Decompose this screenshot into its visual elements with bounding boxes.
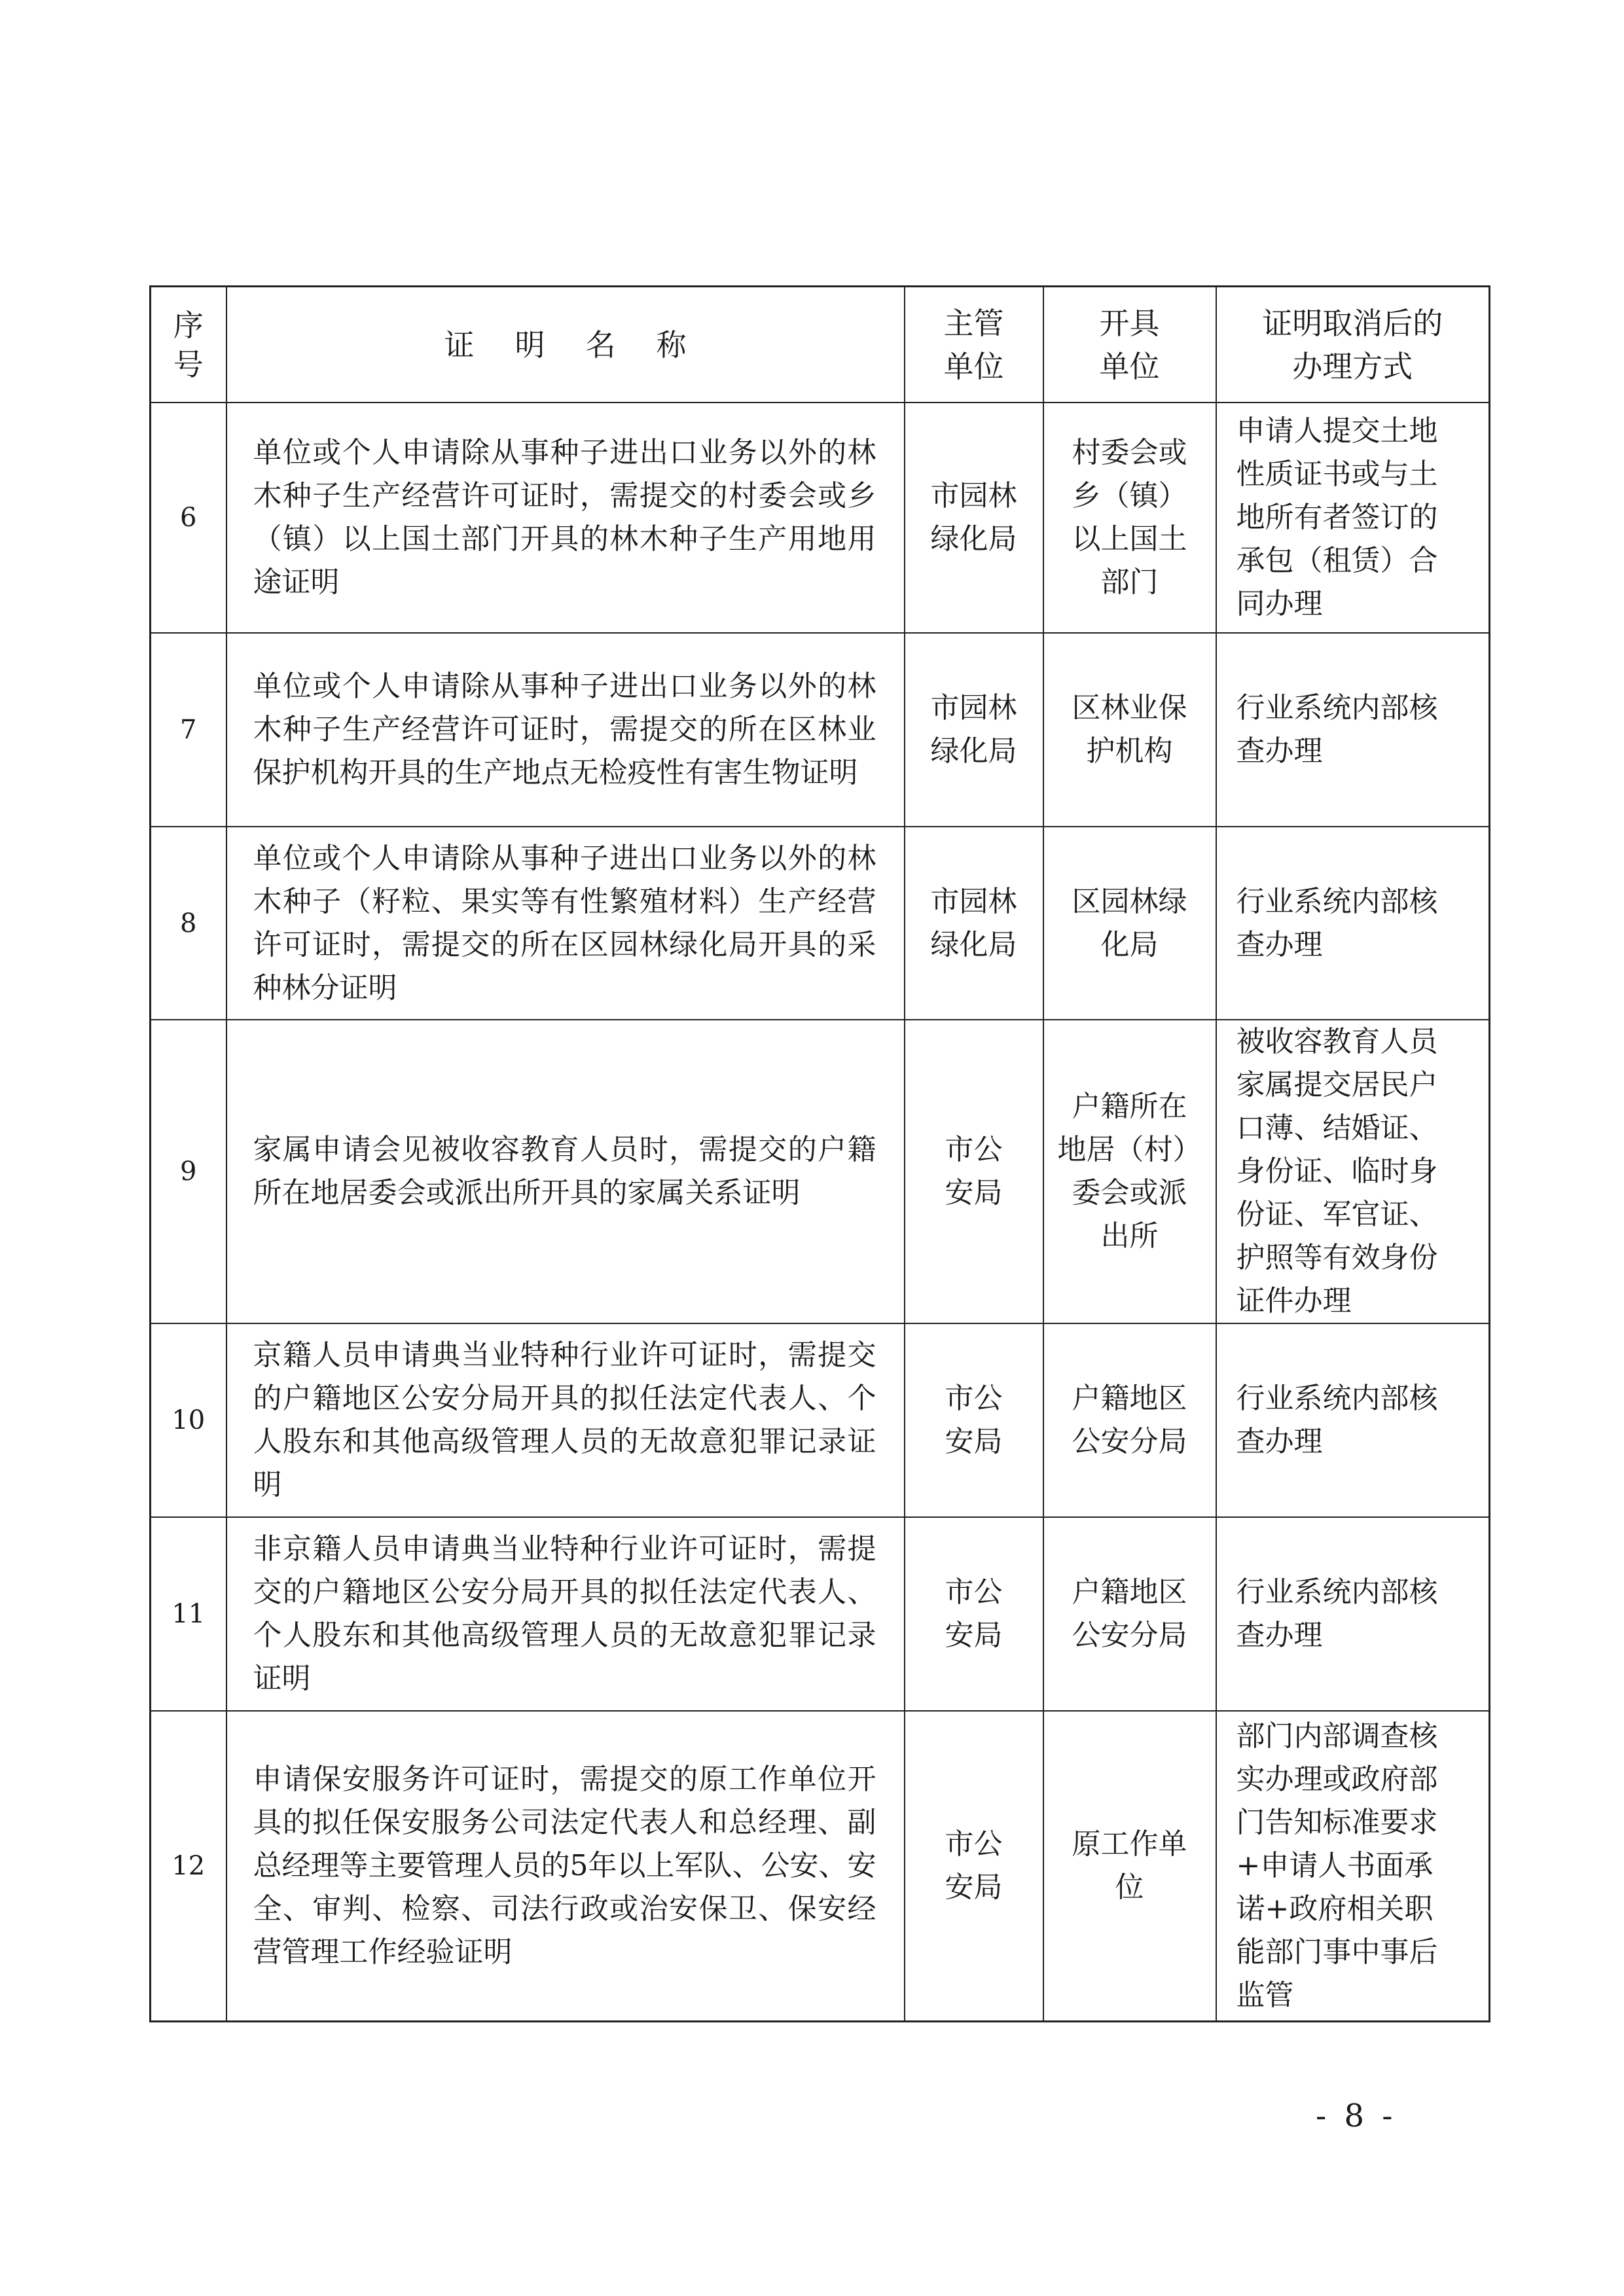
header-authority: 主管 单位 — [905, 287, 1043, 403]
row-seq: 11 — [151, 1517, 226, 1711]
row-seq: 6 — [151, 403, 226, 633]
row-seq: 12 — [151, 1711, 226, 2021]
header-seq: 序 号 — [151, 287, 226, 403]
row-name: 单位或个人申请除从事种子进出口业务以外的林木种子（籽粒、果实等有性繁殖材料）生产经营许可证时，需提交的所在区园林绿化局开具的采种林分证明 — [226, 827, 905, 1020]
row-issuer: 区林业保 护机构 — [1043, 633, 1216, 827]
row-seq: 8 — [151, 827, 226, 1020]
table-row — [151, 1323, 1490, 1517]
row-method: 行业系统内部核 查办理 — [1216, 633, 1490, 827]
row-issuer: 户籍地区 公安分局 — [1043, 1517, 1216, 1711]
table-row — [151, 403, 1490, 633]
page-number: - 8 - — [1316, 2098, 1397, 2134]
row-name: 申请保安服务许可证时，需提交的原工作单位开具的拟任保安服务公司法定代表人和总经理、副总经理等主要管理人员的5年以上军队、公安、安全、审判、检察、司法行政或治安保卫、保安经营管理工作经验证明 — [226, 1711, 905, 2021]
row-method: 申请人提交土地 性质证书或与土 地所有者签订的 承包（租赁）合 同办理 — [1216, 403, 1490, 633]
row-seq: 7 — [151, 633, 226, 827]
row-seq: 9 — [151, 1020, 226, 1323]
row-authority: 市园林 绿化局 — [905, 633, 1043, 827]
row-name: 非京籍人员申请典当业特种行业许可证时，需提交的户籍地区公安分局开具的拟任法定代表人、个人股东和其他高级管理人员的无故意犯罪记录证明 — [226, 1517, 905, 1711]
row-authority: 市公 安局 — [905, 1323, 1043, 1517]
row-authority: 市公 安局 — [905, 1711, 1043, 2021]
row-authority: 市园林 绿化局 — [905, 403, 1043, 633]
table-row — [151, 1711, 1490, 2021]
table-row — [151, 1020, 1490, 1323]
table-row — [151, 633, 1490, 827]
header-name: 证明名称 — [226, 287, 905, 403]
row-issuer: 村委会或 乡（镇） 以上国土 部门 — [1043, 403, 1216, 633]
row-name: 京籍人员申请典当业特种行业许可证时，需提交的户籍地区公安分局开具的拟任法定代表人、个人股东和其他高级管理人员的无故意犯罪记录证明 — [226, 1323, 905, 1517]
row-authority: 市园林 绿化局 — [905, 827, 1043, 1020]
row-method: 部门内部调查核 实办理或政府部 门告知标准要求 +申请人书面承 诺+政府相关职 能部门事中事后 监管 — [1216, 1711, 1490, 2021]
row-method: 行业系统内部核 查办理 — [1216, 1323, 1490, 1517]
row-method: 行业系统内部核 查办理 — [1216, 1517, 1490, 1711]
table-header-row — [151, 287, 1490, 403]
header-issuer: 开具 单位 — [1043, 287, 1216, 403]
row-authority: 市公 安局 — [905, 1020, 1043, 1323]
row-issuer: 户籍所在 地居（村） 委会或派 出所 — [1043, 1020, 1216, 1323]
row-name: 单位或个人申请除从事种子进出口业务以外的林木种子生产经营许可证时，需提交的村委会或乡（镇）以上国土部门开具的林木种子生产用地用途证明 — [226, 403, 905, 633]
row-authority: 市公 安局 — [905, 1517, 1043, 1711]
row-issuer: 原工作单 位 — [1043, 1711, 1216, 2021]
certificate-table — [149, 285, 1490, 2022]
row-method: 行业系统内部核 查办理 — [1216, 827, 1490, 1020]
row-seq: 10 — [151, 1323, 226, 1517]
row-issuer: 区园林绿 化局 — [1043, 827, 1216, 1020]
row-issuer: 户籍地区 公安分局 — [1043, 1323, 1216, 1517]
table-row — [151, 1517, 1490, 1711]
table-row — [151, 827, 1490, 1020]
row-name: 家属申请会见被收容教育人员时，需提交的户籍所在地居委会或派出所开具的家属关系证明 — [226, 1020, 905, 1323]
row-name: 单位或个人申请除从事种子进出口业务以外的林木种子生产经营许可证时，需提交的所在区林业保护机构开具的生产地点无检疫性有害生物证明 — [226, 633, 905, 827]
header-method: 证明取消后的 办理方式 — [1216, 287, 1490, 403]
row-method: 被收容教育人员 家属提交居民户 口薄、结婚证、 身份证、临时身 份证、军官证、 护照等有效身份 证件办理 — [1216, 1020, 1490, 1323]
